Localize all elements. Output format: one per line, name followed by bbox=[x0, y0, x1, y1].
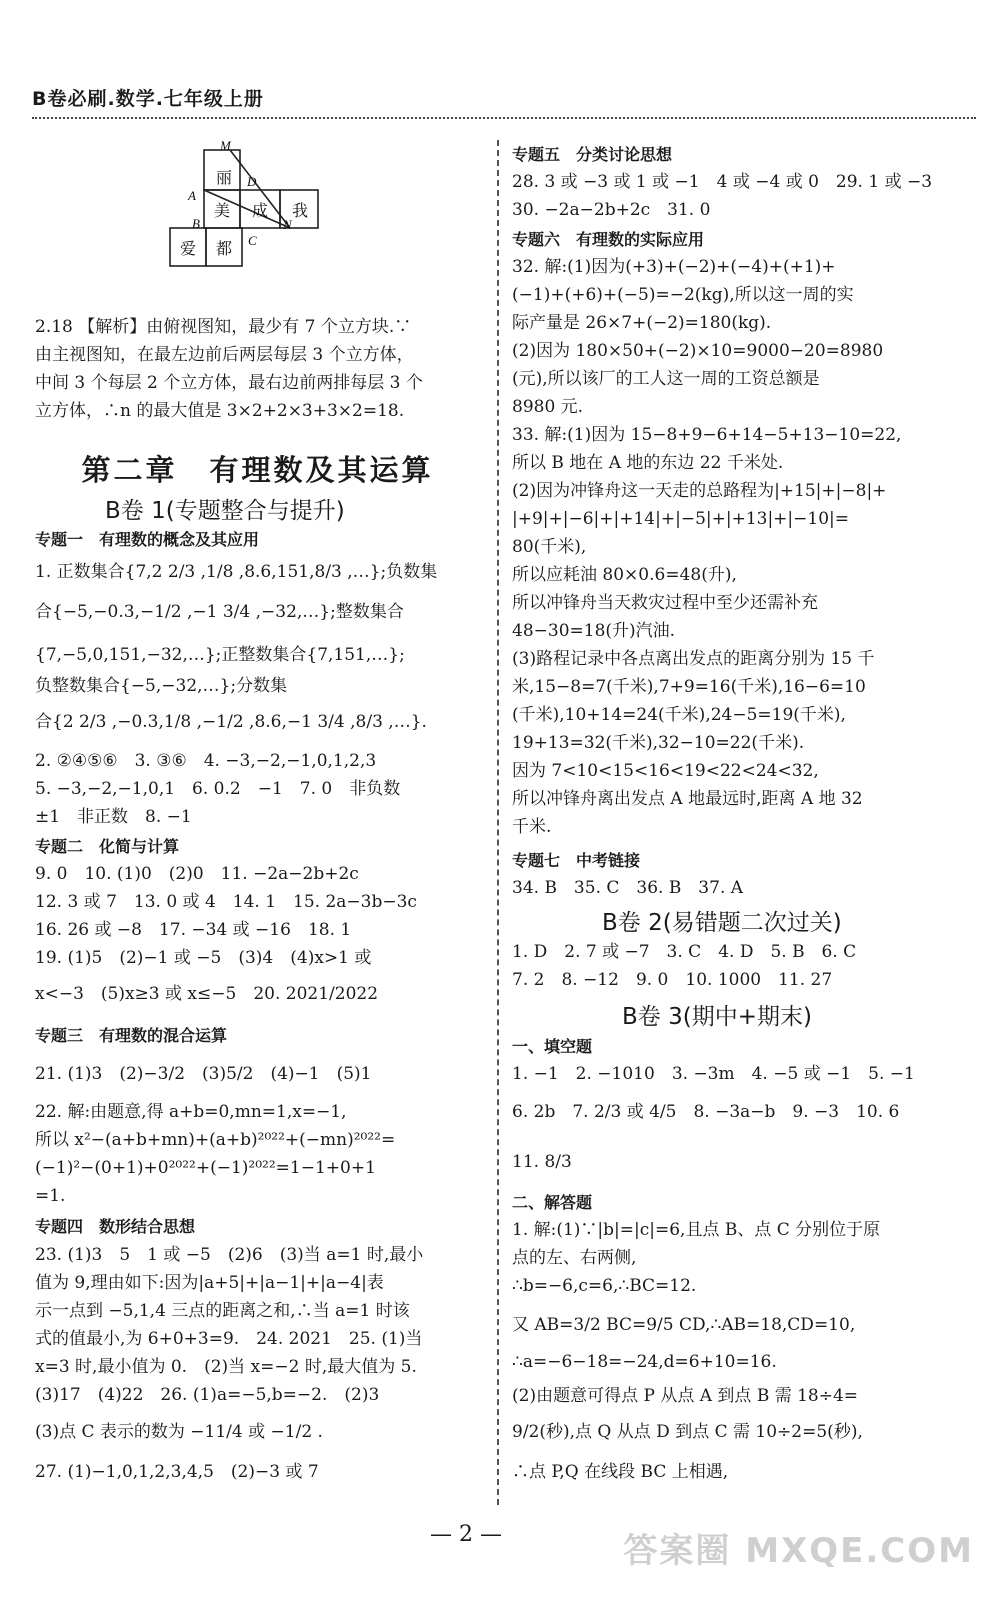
label-n: N bbox=[283, 217, 292, 232]
answer-line: (3)17 (4)22 26. (1)a=−5,b=−2. (2)3 bbox=[35, 1385, 380, 1405]
intro-line: 2.18 【解析】由俯视图知，最少有 7 个立方块.∵ bbox=[35, 317, 412, 337]
answer-line: 1. 解:(1)∵|b|=|c|=6,且点 B、点 C 分别位于原 bbox=[512, 1220, 881, 1240]
section-title-b3: B卷 3(期中+期末) bbox=[622, 1004, 812, 1030]
label-a: A bbox=[188, 188, 196, 203]
answer-line: 5. −3,−2,−1,0,1 6. 0.2 −1 7. 0 非负数 bbox=[35, 779, 401, 799]
answer-line: 34. B 35. C 36. B 37. A bbox=[512, 878, 744, 898]
answer-line: 80(千米), bbox=[512, 537, 587, 557]
answer-line: 32. 解:(1)因为(+3)+(−2)+(−4)+(+1)+ bbox=[512, 257, 836, 277]
topic-heading-3: 专题三 有理数的混合运算 bbox=[35, 1026, 228, 1045]
answer-line: 11. 8/3 bbox=[512, 1152, 572, 1172]
answer-line: 1. 正数集合{7,2 2/3 ,1/8 ,8.6,151,8/3 ,…};负数集 bbox=[35, 562, 438, 582]
topic-heading-7: 专题七 中考链接 bbox=[512, 851, 641, 870]
answer-line: 合{2 2/3 ,−0.3,1/8 ,−1/2 ,8.6,−1 3/4 ,8/3 ,…}. bbox=[35, 712, 427, 732]
answer-line: ∴点 P,Q 在线段 BC 上相遇, bbox=[512, 1462, 729, 1482]
answer-line: 又 AB=3/2 BC=9/5 CD,∴AB=18,CD=10, bbox=[512, 1315, 856, 1335]
answer-line: ∴a=−6−18=−24,d=6+10=16. bbox=[512, 1352, 777, 1372]
answer-line: 合{−5,−0.3,−1/2 ,−1 3/4 ,−32,…};整数集合 bbox=[35, 602, 404, 622]
answer-line: 所以冲锋舟离出发点 A 地最远时,距离 A 地 32 bbox=[512, 789, 863, 809]
answer-line: x<−3 (5)x≥3 或 x≤−5 20. 2021/2022 bbox=[35, 984, 379, 1004]
subheading-solutions: 二、解答题 bbox=[512, 1193, 593, 1212]
answer-line: (2)因为 180×50+(−2)×10=9000−20=8980 bbox=[512, 341, 884, 361]
answer-line: (2)因为冲锋舟这一天走的总路程为|+15|+|−8|+ bbox=[512, 481, 887, 501]
section-title-b2: B卷 2(易错题二次过关) bbox=[602, 910, 842, 936]
answer-line: ±1 非正数 8. −1 bbox=[35, 807, 192, 827]
answer-line: 16. 26 或 −8 17. −34 或 −16 18. 1 bbox=[35, 920, 352, 940]
answer-line: (元),所以该厂的工人这一周的工资总额是 bbox=[512, 369, 820, 389]
cell-ai: 爱 bbox=[179, 239, 197, 258]
topic-heading-4: 专题四 数形结合思想 bbox=[35, 1217, 196, 1236]
answer-line: 式的值最小,为 6+0+3=9. 24. 2021 25. (1)当 bbox=[35, 1329, 423, 1349]
answer-line: {7,−5,0,151,−32,…};正整数集合{7,151,…}; bbox=[35, 645, 405, 665]
answer-line: 所以应耗油 80×0.6=48(升), bbox=[512, 565, 737, 585]
answer-line: 9/2(秒),点 Q 从点 D 到点 C 需 10÷2=5(秒), bbox=[512, 1422, 863, 1442]
label-d: D bbox=[247, 174, 257, 189]
site-watermark: 答案圈 MXQE.COM bbox=[623, 1531, 974, 1571]
section-title-b1: B卷 1(专题整合与提升) bbox=[105, 498, 345, 524]
page-number: — 2 — bbox=[430, 1522, 502, 1547]
answer-line: 际产量是 26×7+(−2)=180(kg). bbox=[512, 313, 772, 333]
answer-line: 2. ②④⑤⑥ 3. ③⑥ 4. −3,−2,−1,0,1,2,3 bbox=[35, 751, 377, 771]
header-divider bbox=[32, 117, 976, 119]
intro-line: 中间 3 个每层 2 个立方体，最右边前两排每层 3 个 bbox=[35, 373, 423, 393]
chapter-title: 第二章 有理数及其运算 bbox=[81, 453, 434, 487]
answer-line: 19+13=32(千米),32−10=22(千米). bbox=[512, 733, 805, 753]
answer-line: (−1)+(+6)+(−5)=−2(kg),所以这一周的实 bbox=[512, 285, 854, 305]
intro-line: 由主视图知，在最左边前后两层每层 3 个立方体， bbox=[35, 345, 414, 365]
answer-line: (千米),10+14=24(千米),24−5=19(千米), bbox=[512, 705, 846, 725]
label-c: C bbox=[248, 233, 257, 248]
answer-line: 8980 元. bbox=[512, 397, 584, 417]
answer-line: 30. −2a−2b+2c 31. 0 bbox=[512, 200, 711, 220]
answer-line: 33. 解:(1)因为 15−8+9−6+14−5+13−10=22, bbox=[512, 425, 902, 445]
cell-wo: 我 bbox=[291, 201, 309, 220]
topic-heading-6: 专题六 有理数的实际应用 bbox=[512, 230, 705, 249]
answer-line: 因为 7<10<15<16<19<22<24<32, bbox=[512, 761, 819, 781]
answer-line: 所以 B 地在 A 地的东边 22 千米处. bbox=[512, 453, 784, 473]
cube-net-figure bbox=[140, 140, 340, 275]
answer-line: 22. 解:由题意,得 a+b=0,mn=1,x=−1, bbox=[35, 1102, 347, 1122]
answer-line: 48−30=18(升)汽油. bbox=[512, 621, 676, 641]
answer-line: 值为 9,理由如下:因为|a+5|+|a−1|+|a−4|表 bbox=[35, 1273, 384, 1293]
answer-line: (2)由题意可得点 P 从点 A 到点 B 需 18÷4= bbox=[512, 1386, 859, 1406]
answer-line: 所以冲锋舟当天救灾过程中至少还需补充 bbox=[512, 593, 818, 613]
subheading-fill-in: 一、填空题 bbox=[512, 1037, 593, 1056]
answer-line: 9. 0 10. (1)0 (2)0 11. −2a−2b+2c bbox=[35, 864, 359, 884]
answer-line: (3)点 C 表示的数为 −11/4 或 −1/2 . bbox=[35, 1422, 323, 1442]
cell-cheng: 成 bbox=[251, 201, 269, 220]
answer-line: 7. 2 8. −12 9. 0 10. 1000 11. 27 bbox=[512, 970, 833, 990]
answer-line: (−1)²−(0+1)+0²⁰²²+(−1)²⁰²²=1−1+0+1 bbox=[35, 1158, 376, 1178]
answer-line: 1. D 2. 7 或 −7 3. C 4. D 5. B 6. C bbox=[512, 942, 857, 962]
answer-line: 19. (1)5 (2)−1 或 −5 (3)4 (4)x>1 或 bbox=[35, 948, 372, 968]
answer-line: 12. 3 或 7 13. 0 或 4 14. 1 15. 2a−3b−3c bbox=[35, 892, 417, 912]
answer-line: 负整数集合{−5,−32,…};分数集 bbox=[35, 676, 288, 696]
cell-du: 都 bbox=[215, 239, 233, 258]
answer-line: =1. bbox=[35, 1186, 66, 1206]
column-divider bbox=[497, 140, 499, 1505]
topic-heading-2: 专题二 化简与计算 bbox=[35, 837, 180, 856]
answer-line: 点的左、右两侧, bbox=[512, 1248, 637, 1268]
answer-line: 27. (1)−1,0,1,2,3,4,5 (2)−3 或 7 bbox=[35, 1462, 319, 1482]
answer-line: (3)路程记录中各点离出发点的距离分别为 15 千 bbox=[512, 649, 875, 669]
answer-line: 6. 2b 7. 2/3 或 4/5 8. −3a−b 9. −3 10. 6 bbox=[512, 1102, 900, 1122]
answer-line: 千米. bbox=[512, 817, 552, 837]
answer-line: 28. 3 或 −3 或 1 或 −1 4 或 −4 或 0 29. 1 或 −3 bbox=[512, 172, 933, 192]
answer-line: x=3 时,最小值为 0. (2)当 x=−2 时,最大值为 5. bbox=[35, 1357, 417, 1377]
answer-line: ∴b=−6,c=6,∴BC=12. bbox=[512, 1276, 697, 1296]
answer-line: 米,15−8=7(千米),7+9=16(千米),16−6=10 bbox=[512, 677, 866, 697]
topic-heading-5: 专题五 分类讨论思想 bbox=[512, 145, 673, 164]
answer-line: 示一点到 −5,1,4 三点的距离之和,∴当 a=1 时该 bbox=[35, 1301, 410, 1321]
answer-line: 23. (1)3 5 1 或 −5 (2)6 (3)当 a=1 时,最小 bbox=[35, 1245, 424, 1265]
label-b: B bbox=[192, 216, 200, 231]
cell-li: 丽 bbox=[215, 168, 233, 187]
topic-heading-1: 专题一 有理数的概念及其应用 bbox=[35, 530, 260, 549]
label-m: M bbox=[220, 140, 231, 153]
answer-line: 所以 x²−(a+b+mn)+(a+b)²⁰²²+(−mn)²⁰²²= bbox=[35, 1130, 396, 1150]
answer-line: 1. −1 2. −1010 3. −3m 4. −5 或 −1 5. −1 bbox=[512, 1064, 915, 1084]
cell-mei: 美 bbox=[213, 201, 231, 220]
answer-line: |+9|+|−6|+|+14|+|−5|+|+13|+|−10|= bbox=[512, 509, 850, 529]
answer-line: 21. (1)3 (2)−3/2 (3)5/2 (4)−1 (5)1 bbox=[35, 1064, 372, 1084]
intro-line: 立方体，∴n 的最大值是 3×2+2×3+3×2=18. bbox=[35, 401, 405, 421]
page-header: B卷必刷.数学.七年级上册 bbox=[32, 88, 264, 110]
